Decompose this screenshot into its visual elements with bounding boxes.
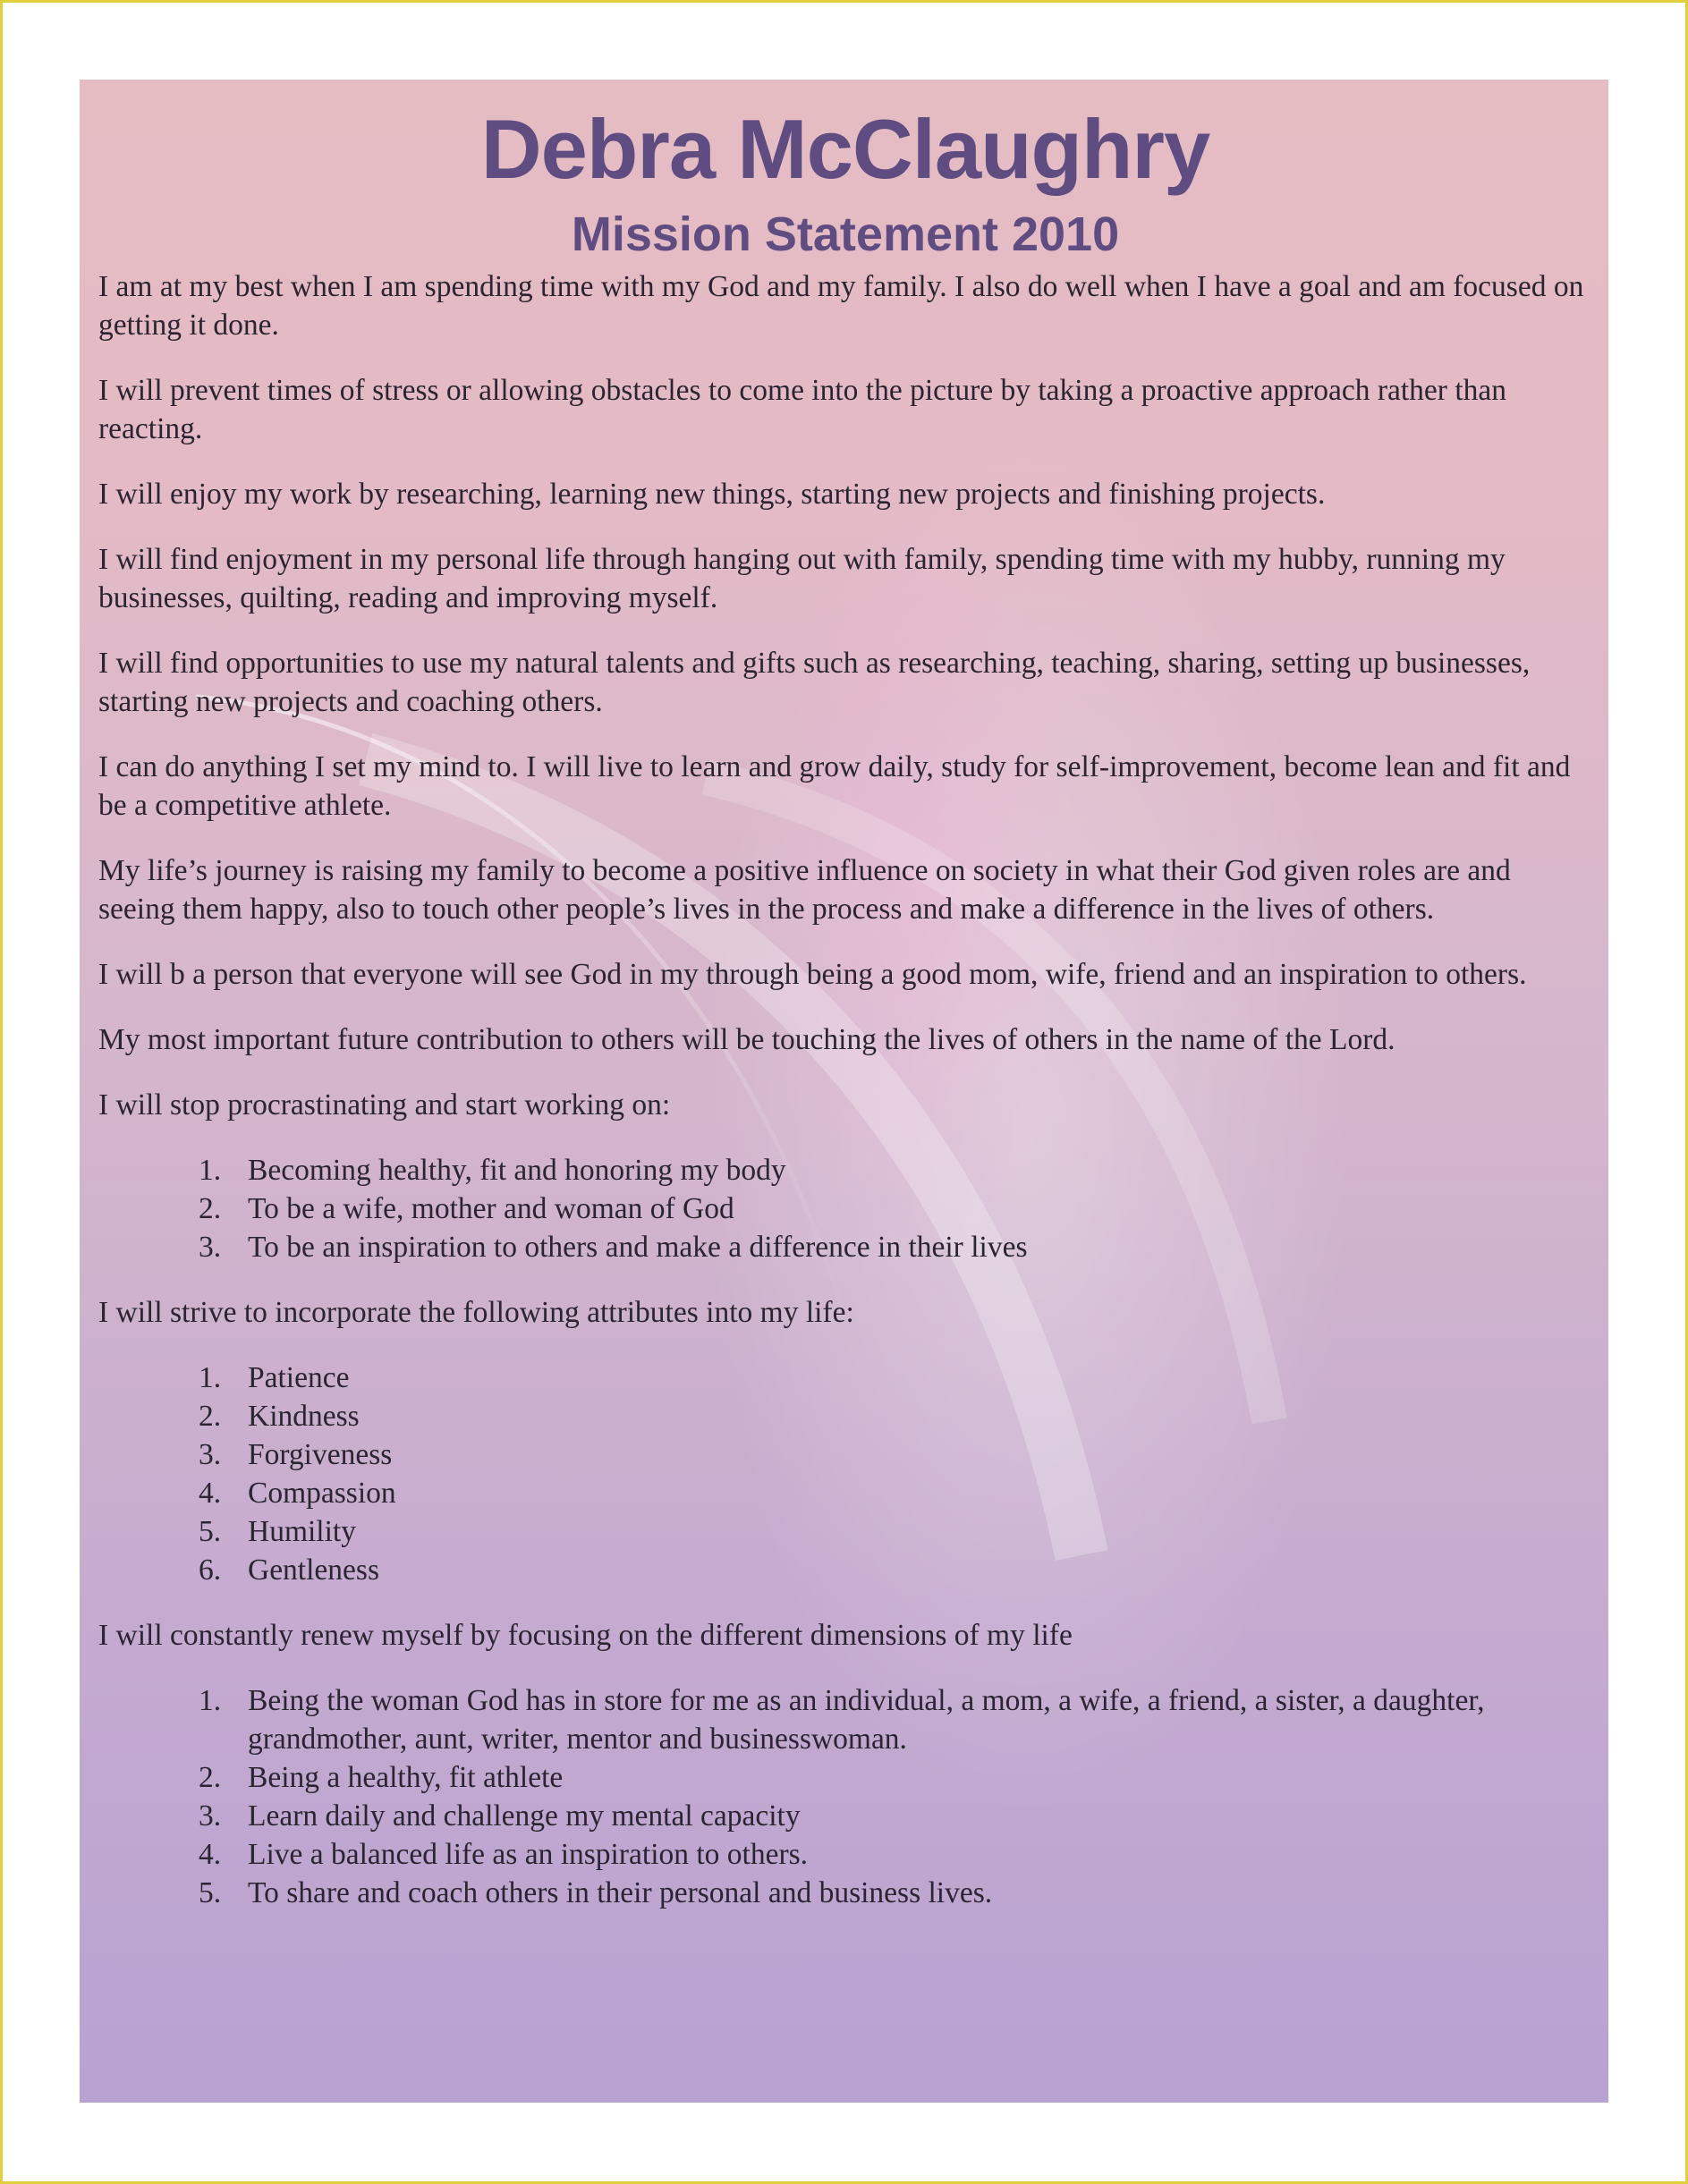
list-item-text: Forgiveness: [248, 1438, 393, 1471]
list-item: [98, 1797, 1592, 1835]
list-item-text: Compassion: [248, 1477, 396, 1510]
paragraph: I am at my best when I am spending time with my God and my family. I also do well when I have a goal and am focused on getting it done.: [98, 270, 1584, 342]
list-item: [98, 1359, 1592, 1397]
list-item: [98, 1435, 1592, 1474]
list-number: 6.: [199, 1553, 222, 1587]
procrastination-intro: I will stop procrastinating and start working on:: [98, 1088, 671, 1122]
list-item: [98, 1474, 1592, 1512]
list-number: 5.: [199, 1515, 222, 1548]
list-item-text: Being a healthy, fit athlete: [248, 1761, 564, 1794]
document-subtitle: Mission Statement 2010: [571, 207, 1120, 261]
list-item: [98, 1681, 1592, 1758]
list-number: 2.: [199, 1761, 222, 1794]
list-item-text: To be a wife, mother and woman of God: [248, 1192, 734, 1225]
paragraph: My life’s journey is raising my family to become a positive influence on society in what their God given roles are and seeing them happy, also to touch other people’s lives in the process and make a difference in the lives of others.: [98, 854, 1511, 926]
paragraph: I will enjoy my work by researching, learning new things, starting new projects and finishing projects.: [98, 478, 1326, 511]
list-number: 4.: [199, 1838, 222, 1871]
list-number: 3.: [199, 1799, 222, 1833]
list-item-text: Becoming healthy, fit and honoring my body: [248, 1154, 786, 1187]
document-content: [98, 80, 1592, 1939]
list-item: [98, 1189, 1592, 1228]
list-number: 3.: [199, 1438, 222, 1471]
list-item-text: To share and coach others in their personal and business lives.: [248, 1876, 993, 1909]
list-number: 1.: [199, 1684, 222, 1717]
list-number: 1.: [199, 1361, 222, 1394]
list-item-text: Live a balanced life as an inspiration to others.: [248, 1838, 809, 1871]
list-item: [98, 1551, 1592, 1589]
paragraph: My most important future contribution to others will be touching the lives of others in the name of the Lord.: [98, 1023, 1395, 1056]
paragraph: I can do anything I set my mind to. I will live to learn and grow daily, study for self-improvement, become lean and fit and be a competitive athlete.: [98, 750, 1571, 822]
attributes-intro: I will strive to incorporate the following attributes into my life:: [98, 1296, 854, 1329]
list-item-text: Gentleness: [248, 1553, 379, 1587]
list-number: 1.: [199, 1154, 222, 1187]
list-item-text: Patience: [248, 1361, 350, 1394]
renewal-intro: I will constantly renew myself by focusing on the different dimensions of my life: [98, 1619, 1073, 1652]
list-item: [98, 1151, 1592, 1189]
attributes-list: [98, 1359, 1592, 1589]
paragraph: I will find opportunities to use my natural talents and gifts such as researching, teaching, sharing, setting up businesses, starting new projects and coaching others.: [98, 647, 1531, 718]
list-number: 5.: [199, 1876, 222, 1909]
document-title: Debra McClaughry: [480, 102, 1210, 196]
list-item: [98, 1397, 1592, 1435]
list-item-text: To be an inspiration to others and make a difference in their lives: [248, 1231, 1028, 1264]
list-number: 2.: [199, 1192, 222, 1225]
paragraph: I will prevent times of stress or allowing obstacles to come into the picture by taking a proactive approach rather than reacting.: [98, 374, 1507, 445]
document-panel: [80, 80, 1608, 2103]
paragraph: I will find enjoyment in my personal life through hanging out with family, spending time with my hubby, running my businesses, quilting, reading and improving myself.: [98, 543, 1506, 614]
list-number: 3.: [199, 1231, 222, 1264]
list-item-text: Learn daily and challenge my mental capacity: [248, 1799, 801, 1833]
list-number: 2.: [199, 1400, 222, 1433]
paragraph: I will b a person that everyone will see God in my through being a good mom, wife, friend and an inspiration to others.: [98, 958, 1527, 991]
list-item: [98, 1835, 1592, 1874]
list-item: [98, 1512, 1592, 1551]
procrastination-list: [98, 1151, 1592, 1266]
list-item: [98, 1758, 1592, 1797]
list-number: 4.: [199, 1477, 222, 1510]
list-item: [98, 1228, 1592, 1266]
list-item-text: Humility: [248, 1515, 356, 1548]
list-item-text: Being the woman God has in store for me as an individual, a mom, a wife, a friend, a sister, a daughter, grandmother, aunt, writer, mentor and businesswoman.: [248, 1684, 1485, 1756]
renewal-list: [98, 1681, 1592, 1912]
list-item-text: Kindness: [248, 1400, 360, 1433]
list-item: [98, 1874, 1592, 1912]
